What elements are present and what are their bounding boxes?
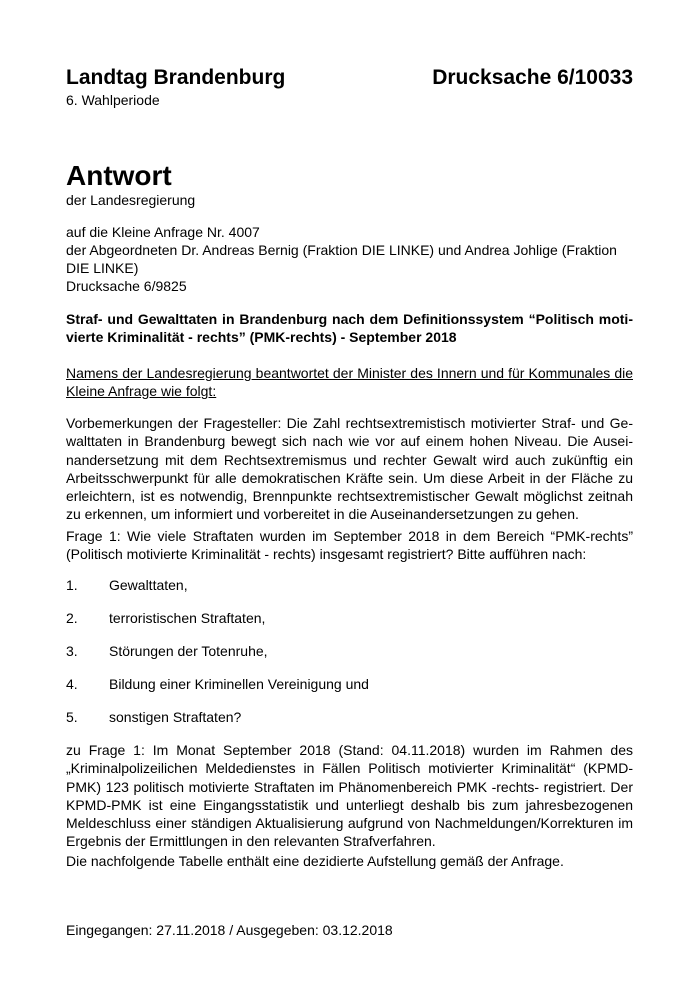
list-item-number: 2. (66, 610, 78, 626)
list-item-number: 1. (66, 577, 78, 593)
list-item (66, 577, 633, 595)
document-header (66, 66, 633, 92)
intro-statement: Namens der Landesregierung beantwortet der Minister des Innern und für Kommunales die Kleine Anfrage wie folgt: (66, 365, 633, 399)
document-footer-dates: Eingegangen: 27.11.2018 / Ausgegeben: 03.12.2018 (66, 922, 393, 938)
inquiry-line: der Abgeordneten Dr. Andreas Bernig (Fraktion DIE LINKE) und Andrea Johlige (Fraktion (66, 242, 617, 258)
list-item-text: Gewalttaten, (109, 577, 188, 593)
parliament-name: Landtag Brandenburg (66, 66, 286, 89)
list-item-number: 5. (66, 709, 78, 725)
document-title: Antwort (66, 160, 172, 191)
question-1: Frage 1: Wie viele Straftaten wurden im September 2018 in dem Bereich “PMK-rechts” (Politisch motivierte Kriminalität - rechts) insgesamt registriert? Bitte aufführen nach: (66, 528, 633, 563)
list-item-text: sonstigen Straftaten? (109, 709, 242, 725)
preliminary-remarks: Vorbemerkungen der Fragesteller: Die Zahl rechtsextremistisch motivierter Straf- und Gewalttaten in Brandenburg bewegt sich nach wie vor auf einem hohen Niveau. Die Auseinandersetzung mit dem Rechtsextremismus und rechter Gewalt wird auch zukünftig ein Arbeitsschwerpunkt für alle demokratischen Kräfte sein. Um diese Arbeit in der Fläche zu erleichtern, ist es notwendig, Brennpunkte rechtsextremistischer Gewalt möglichst zeitnah zu erkennen, um informiert und vorbereitet in die Auseinandersetzungen zu gehen. (66, 415, 633, 523)
list-item (66, 709, 633, 727)
answer-1: zu Frage 1: Im Monat September 2018 (Stand: 04.11.2018) wurden im Rahmen des „Kriminalpolizeilichen Meldedienstes in Fällen Politisch motivierter Kriminalität“ (KPMD-PMK) 123 politisch motivierte Straftaten im Phänomenbereich PMK -rechts- registriert. Der KPMD-PMK ist eine Eingangsstatistik und unterliegt deshalb bis zum jahresbezogenen Meldeschluss einer ständigen Aktualisierung aufgrund von Nachmeldungen/Korrekturen im Ergebnis der Ermittlungen in den relevanten Strafverfahren. (66, 742, 633, 850)
inquiry-line: auf die Kleine Anfrage Nr. 4007 (66, 224, 260, 240)
list-item-text: terroristischen Straftaten, (109, 610, 266, 626)
document-number: Drucksache 6/10033 (432, 66, 633, 89)
list-item (66, 610, 633, 628)
document-subtitle: der Landesregierung (66, 192, 196, 208)
list-item (66, 643, 633, 661)
list-item (66, 676, 633, 694)
electoral-period: 6. Wahlperiode (66, 92, 160, 108)
list-item-number: 4. (66, 676, 78, 692)
list-item-text: Bildung einer Kriminellen Vereinigung und (109, 676, 369, 692)
inquiry-reference (66, 223, 633, 295)
list-item-number: 3. (66, 643, 78, 659)
subject-heading: Straf- und Gewalttaten in Brandenburg nach dem Definitionssystem “Politisch motivierte Kriminalität - rechts” (PMK-rechts) - September 2018 (66, 311, 633, 345)
table-note: Die nachfolgende Tabelle enthält eine dezidierte Aufstellung gemäß der Anfrage. (66, 853, 564, 869)
list-item-text: Störungen der Totenruhe, (109, 643, 268, 659)
inquiry-line: Drucksache 6/9825 (66, 278, 187, 294)
inquiry-line: DIE LINKE) (66, 260, 139, 276)
